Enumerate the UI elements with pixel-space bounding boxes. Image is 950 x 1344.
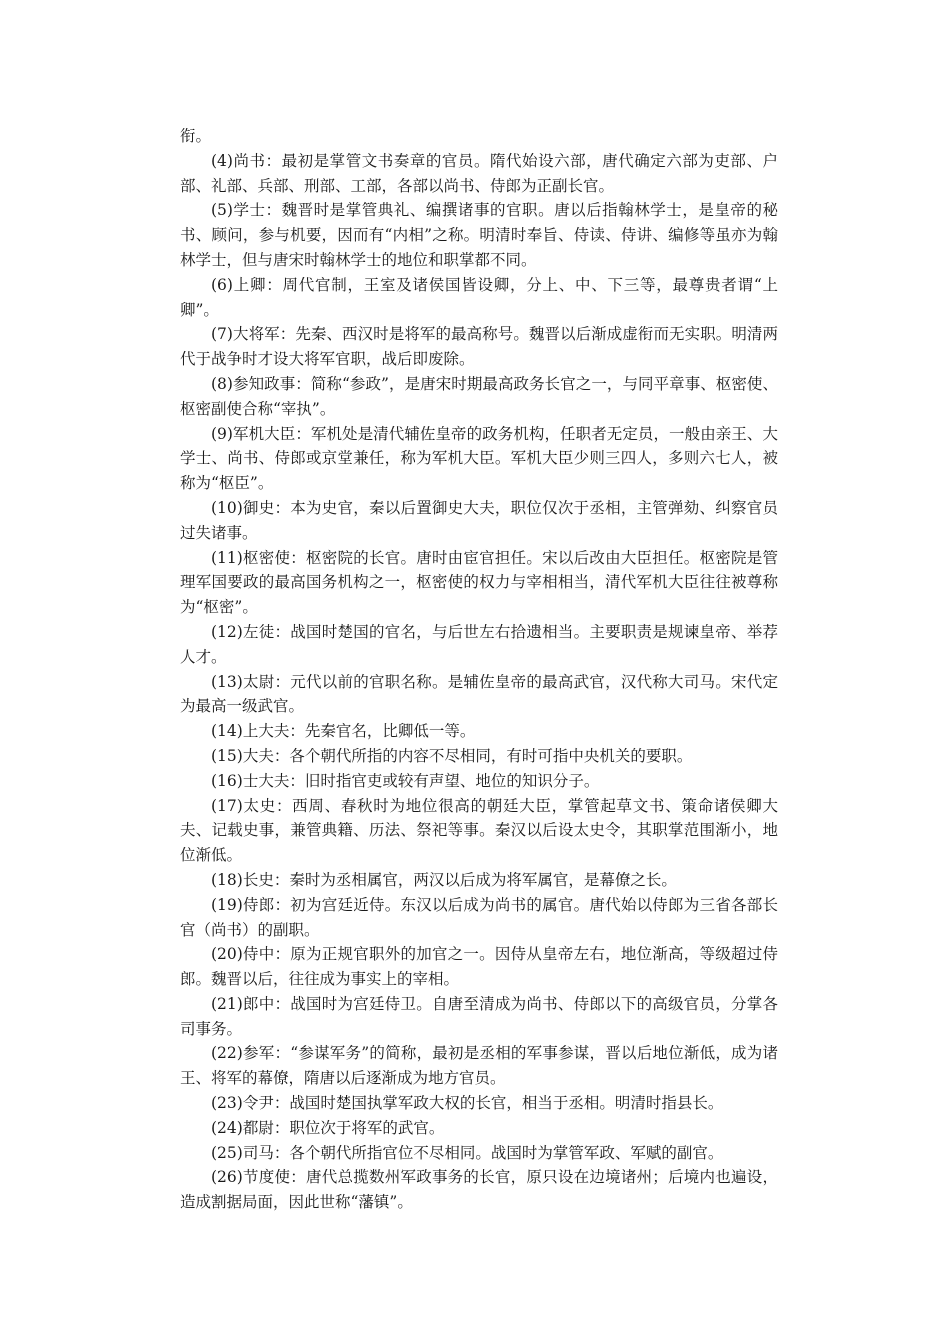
paragraph-yushi: (10)御史：本为史官，秦以后置御史大夫，职位仅次于丞相，主管弹劾、纠察官员过失诸事。 [180, 498, 778, 542]
paragraph-shumishi: (11)枢密使：枢密院的长官。唐时由宦官担任。宋以后改由大臣担任。枢密院是管理军国要政的最高国务机构之一，枢密使的权力与宰相相当，清代军机大臣往往被尊称为“枢密”。 [180, 548, 778, 617]
paragraph-zuotu: (12)左徒：战国时楚国的官名，与后世左右拾遗相当。主要职责是规谏皇帝、举荐人才。 [180, 622, 778, 666]
paragraph-taishi: (17)太史：西周、春秋时为地位很高的朝廷大臣，掌管起草文书、策命诸侯卿大夫、记载史事，兼管典籍、历法、祭祀等事。秦汉以后设太史令，其职掌范围渐小，地位渐低。 [180, 796, 778, 865]
paragraph-shidafu: (16)士大夫：旧时指官吏或较有声望、地位的知识分子。 [211, 771, 600, 790]
paragraph-shangqing: (6)上卿：周代官制，王室及诸侯国皆设卿，分上、中、下三等，最尊贵者谓“上卿”。 [180, 275, 778, 319]
paragraph-xueshi: (5)学士：魏晋时是掌管典礼、编撰诸事的官职。唐以后指翰林学士，是皇帝的秘书、顾问，参与机要，因而有“内相”之称。明清时奉旨、侍读、侍讲、编修等虽亦为翰林学士，但与唐宋时翰林学士的地位和职掌都不同。 [180, 201, 778, 269]
paragraph-shizhong: (20)侍中：原为正规官职外的加官之一。因侍从皇帝左右，地位渐高，等级超过侍郎。魏晋以后，往往成为事实上的宰相。 [180, 945, 778, 989]
paragraph-sima: (25)司马：各个朝代所指官位不尽相同。战国时为掌管军政、军赋的副官。 [211, 1143, 724, 1162]
paragraph-duwei: (24)都尉：职位次于将军的武官。 [211, 1118, 445, 1137]
paragraph-shangshu: (4)尚书：最初是掌管文书奏章的官员。隋代始设六部，唐代确定六部为吏部、户部、礼部、兵部、刑部、工部，各部以尚书、侍郎为正副长官。 [180, 151, 778, 195]
paragraph-shangdafu: (14)上大夫：先秦官名，比卿低一等。 [211, 722, 476, 741]
paragraph-dajiangjun: (7)大将军：先秦、西汉时是将军的最高称号。魏晋以后渐成虚衔而无实职。明清两代于战争时才设大将军官职，战后即废除。 [180, 325, 778, 369]
paragraph-junjidachen: (9)军机大臣：军机处是清代辅佐皇帝的政务机构，任职者无定员，一般由亲王、大学士、尚书、侍郎或京堂兼任，称为军机大臣。军机大臣少则三四人，多则六七人，被称为“枢臣”。 [180, 424, 778, 493]
paragraph-jiedushi: (26)节度使：唐代总揽数州军政事务的长官，原只设在边境诸州；后境内也遍设，造成割据局面，因此世称“藩镇”。 [180, 1168, 778, 1212]
paragraph-langzhong: (21)郎中：战国时为宫廷侍卫。自唐至清成为尚书、侍郎以下的高级官员，分掌各司事务。 [180, 994, 778, 1038]
document-page [180, 124, 778, 1215]
paragraph-zhangshi: (18)长史：秦时为丞相属官，两汉以后成为将军属官，是幕僚之长。 [211, 870, 677, 889]
paragraph-lingyin: (23)令尹：战国时楚国执掌军政大权的长官，相当于丞相。明清时指县长。 [211, 1094, 724, 1113]
paragraph-continuation: 衔。 [180, 127, 212, 145]
paragraph-canjun: (22)参军：“参谋军务”的简称，最初是丞相的军事参谋，晋以后地位渐低，成为诸王、将军的幕僚，隋唐以后逐渐成为地方官员。 [180, 1044, 778, 1088]
paragraph-dafu: (15)大夫：各个朝代所指的内容不尽相同，有时可指中央机关的要职。 [211, 746, 693, 765]
paragraph-taiwei: (13)太尉：元代以前的官职名称。是辅佐皇帝的最高武官，汉代称大司马。宋代定为最高一级武官。 [180, 672, 778, 716]
paragraph-shilang: (19)侍郎：初为宫廷近侍。东汉以后成为尚书的属官。唐代始以侍郎为三省各部长官（尚书）的副职。 [180, 895, 778, 939]
paragraph-canzhizhengshi: (8)参知政事：简称“参政”，是唐宋时期最高政务长官之一，与同平章事、枢密使、枢密副使合称“宰执”。 [180, 374, 778, 418]
